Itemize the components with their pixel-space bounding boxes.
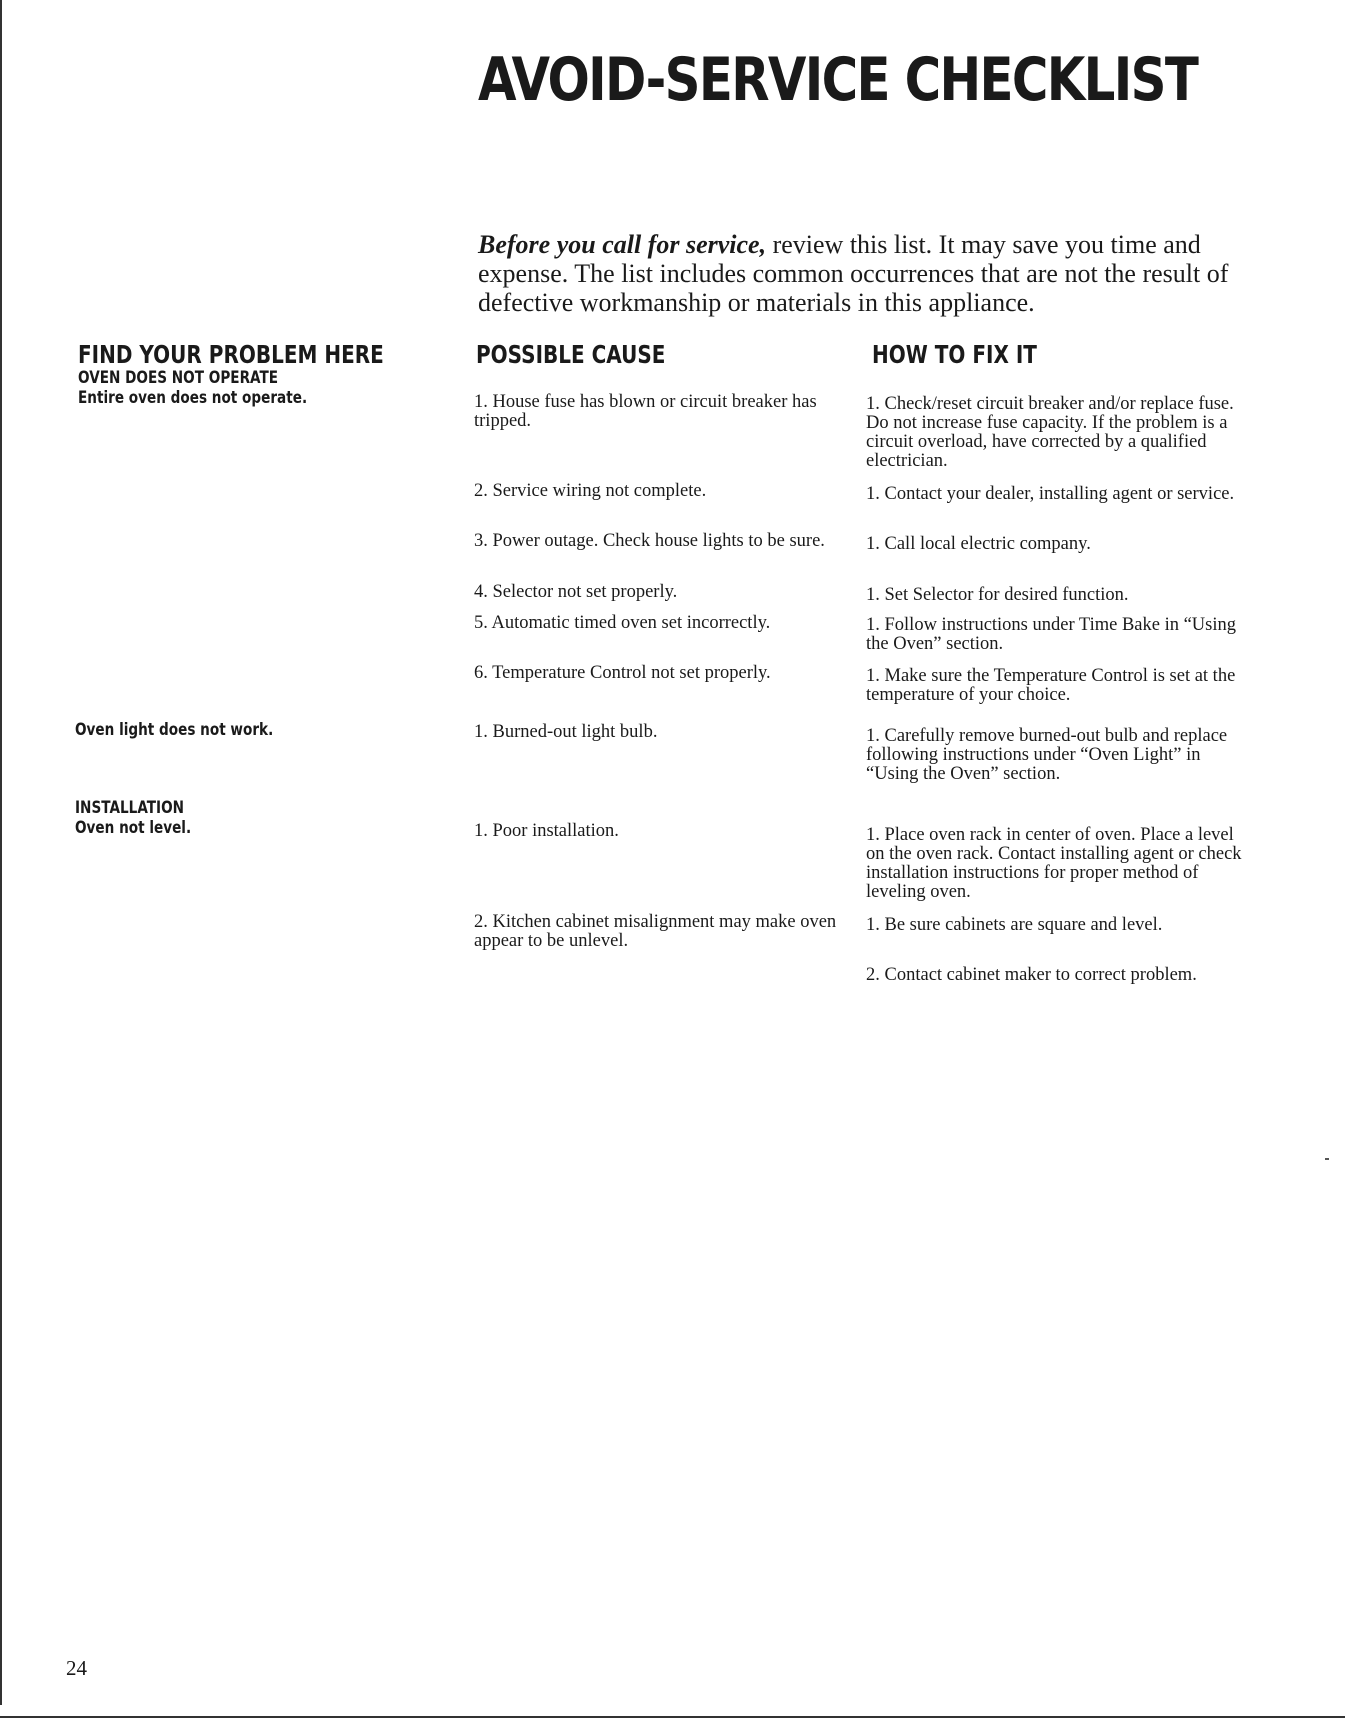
fix-column-header: HOW TO FIX IT xyxy=(872,340,1037,369)
fix-item: 1. Make sure the Temperature Control is set at the temperature of your choice. xyxy=(866,666,1236,705)
intro-lead: Before you call for service, xyxy=(478,230,767,259)
fix-item: 2. Contact cabinet maker to correct problem. xyxy=(866,965,1197,985)
problem-heading-oven-not-operate: OVEN DOES NOT OPERATE xyxy=(78,368,279,388)
page-number: 24 xyxy=(66,1656,87,1680)
cause-item: 2. Service wiring not complete. xyxy=(474,481,707,501)
problem-column-header: FIND YOUR PROBLEM HERE xyxy=(78,340,384,369)
fix-item: 1. Follow instructions under Time Bake in “Using the Oven” section. xyxy=(866,615,1236,654)
cause-item: 1. Poor installation. xyxy=(474,821,619,841)
cause-item: 1. House fuse has blown or circuit breaker has tripped. xyxy=(474,392,817,431)
intro-body: review this list. It may save you time and expense. The list includes common occurrences that are not the result of defective workmanship or materials in this appliance. xyxy=(478,230,1229,317)
cause-item: 3. Power outage. Check house lights to be sure. xyxy=(474,531,825,551)
cause-item: 6. Temperature Control not set properly. xyxy=(474,663,771,683)
intro-paragraph xyxy=(478,230,1248,317)
problem-heading-installation: INSTALLATION xyxy=(75,798,185,818)
cause-column-header: POSSIBLE CAUSE xyxy=(476,340,666,369)
scan-mark xyxy=(1325,1158,1329,1160)
cause-item: 2. Kitchen cabinet misalignment may make oven appear to be unlevel. xyxy=(474,912,837,951)
problem-oven-light: Oven light does not work. xyxy=(75,720,274,740)
problem-oven-not-level: Oven not level. xyxy=(75,818,192,838)
fix-item: 1. Call local electric company. xyxy=(866,534,1091,554)
page-title: AVOID-SERVICE CHECKLIST xyxy=(478,45,1198,115)
fix-item: 1. Be sure cabinets are square and level. xyxy=(866,915,1163,935)
fix-item: 1. Contact your dealer, installing agent or service. xyxy=(866,484,1235,504)
fix-item: 1. Carefully remove burned-out bulb and replace following instructions under “Oven Light” in “Using the Oven” section. xyxy=(866,726,1228,784)
fix-item: 1. Set Selector for desired function. xyxy=(866,585,1129,605)
cause-item: 5. Automatic timed oven set incorrectly. xyxy=(474,613,771,633)
fix-item: 1. Place oven rack in center of oven. Place a level on the oven rack. Contact installing agent or check installation instructions for proper method of leveling oven. xyxy=(866,825,1242,902)
cause-item: 1. Burned-out light bulb. xyxy=(474,722,658,742)
cause-item: 4. Selector not set properly. xyxy=(474,582,678,602)
problem-entire-oven: Entire oven does not operate. xyxy=(78,388,308,408)
left-margin-rule xyxy=(0,0,2,1705)
fix-item: 1. Check/reset circuit breaker and/or replace fuse. Do not increase fuse capacity. If the problem is a circuit overload, have corrected by a qualified electrician. xyxy=(866,394,1234,471)
